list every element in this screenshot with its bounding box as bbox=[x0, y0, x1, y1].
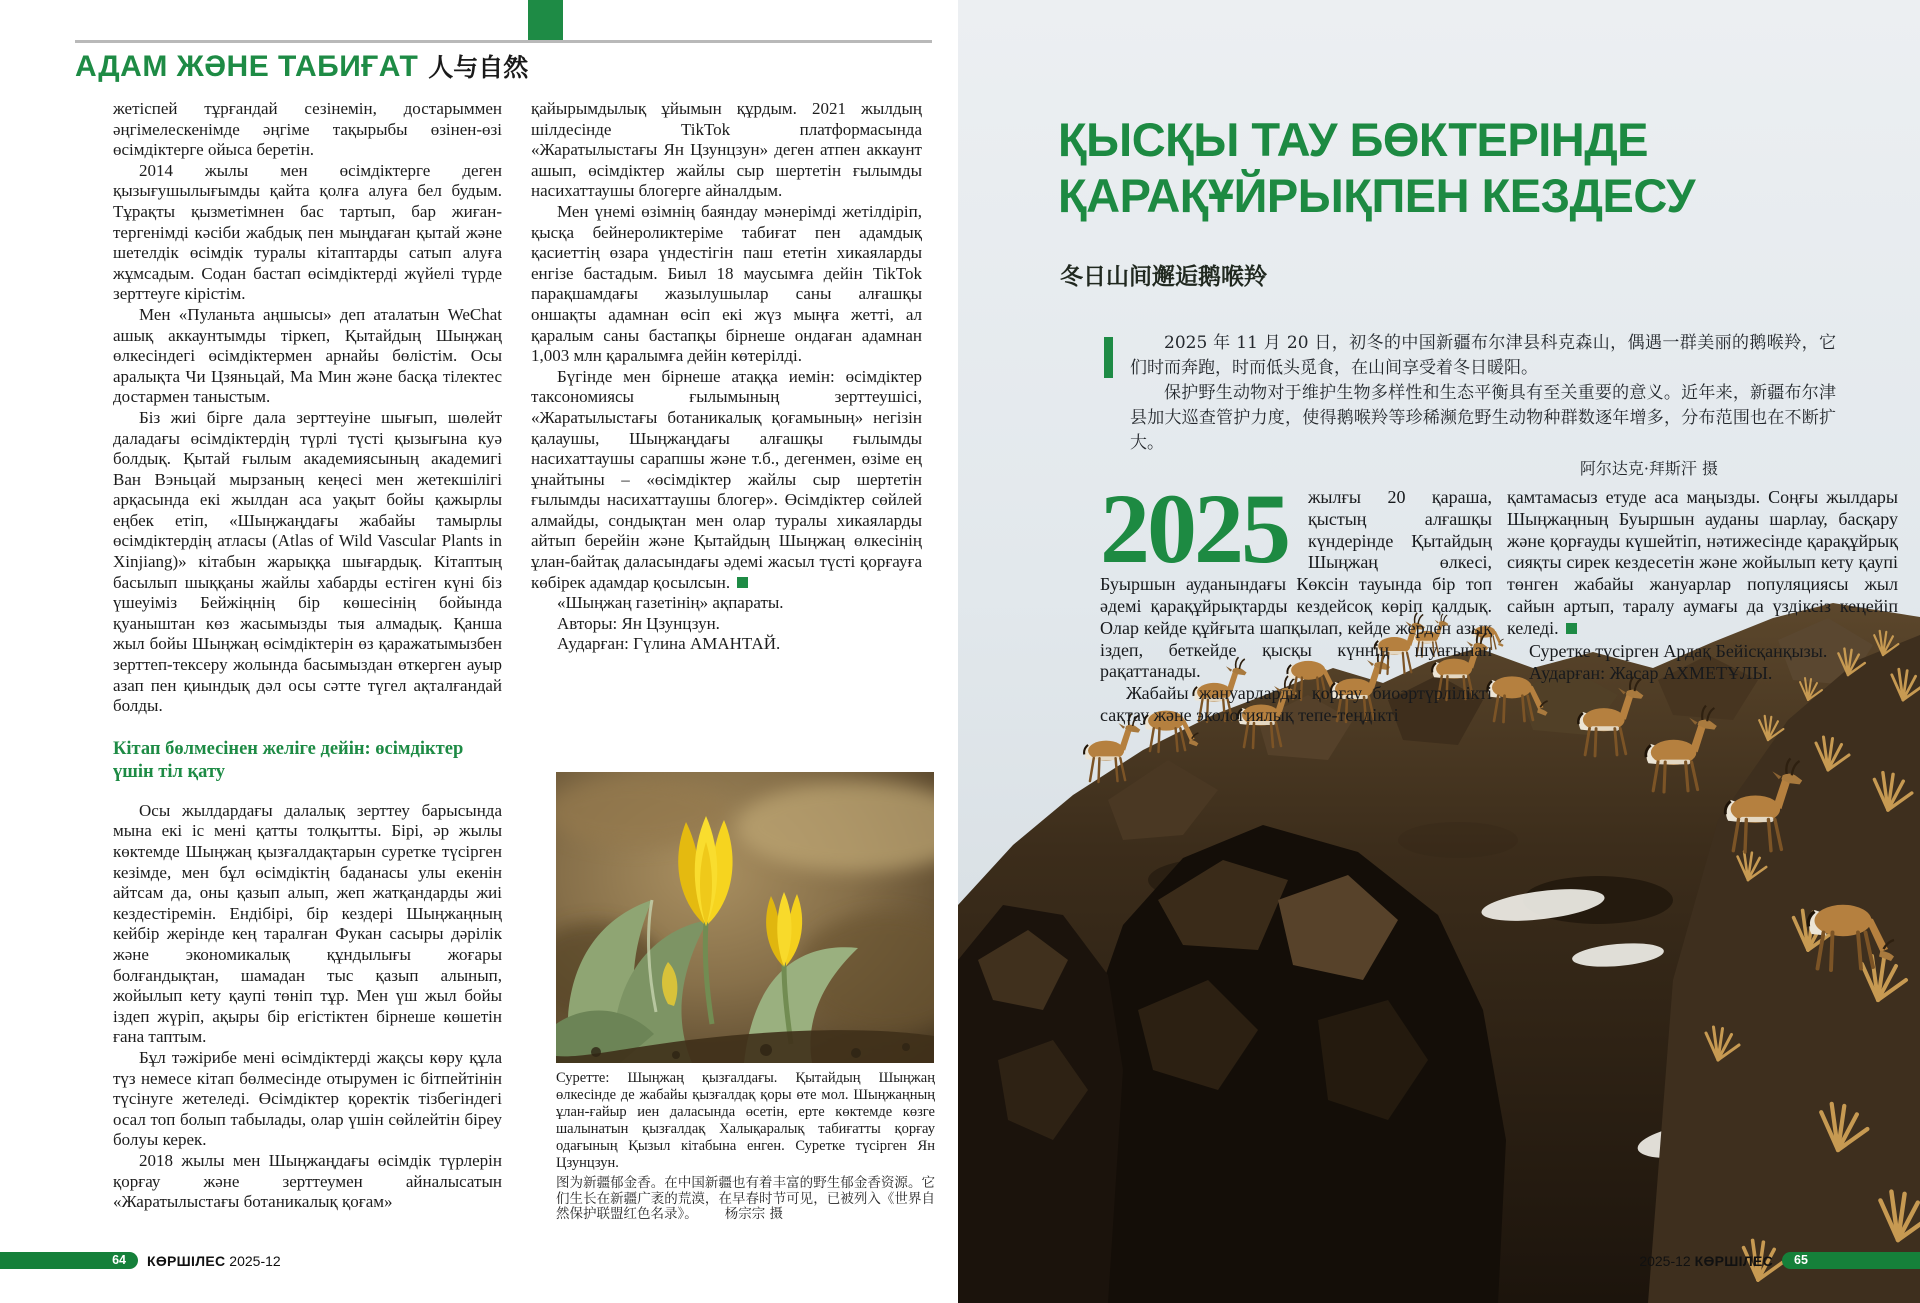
photo-caption bbox=[556, 1070, 935, 1223]
page-number-pill-left bbox=[0, 1252, 138, 1269]
article-subtitle-chinese: 冬日山间邂逅鹅喉羚 bbox=[1060, 264, 1267, 290]
section-header bbox=[75, 48, 528, 84]
right-page bbox=[958, 0, 1920, 1303]
title-line-2: ҚАРАҚҰЙРЫҚПЕН КЕЗДЕСУ bbox=[1058, 169, 1695, 222]
caption-photo-credit: 杨宗宗 摄 bbox=[724, 1206, 784, 1223]
caption-chinese bbox=[556, 1176, 935, 1223]
green-corner-tab bbox=[528, 0, 563, 40]
paragraph: жетіспей тұрғандай сезінемін, достарыммен әңгімелескенімде әңгіме тақырыбы өзінен-өзі өсімдіктерге ойыса беретін. bbox=[113, 99, 502, 160]
paragraph-text: қамтамасыз етуде аса маңызды. Соңғы жылдары Шыңжаңның Буыршын ауданы шарлау, басқару және қорғауды күшейтіп, нәтижесінде қарақұйрық сияқты сирек кездесетін және жойылып кету қаупі төнген жабайы жануарлар популяциясы жыл сайын артып, таралу аумағы да үздіксіз кеңейіп келеді. bbox=[1507, 487, 1898, 638]
issue-number: 2025-12 bbox=[1639, 1253, 1691, 1269]
paragraph: Мен «Пуланьта аңшысы» деп аталатын WeChat ашық аккаунтымды тіркеп, Қытайдың Шыңжаң өлкесіндегі өсімдіктермен арнайы бөлістім. Осы аралықта Чи Цзяньцай, Ма Мин және басқа тілектес достармен таныстым. bbox=[113, 304, 502, 407]
magazine-name: КӨРШІЛЕС bbox=[1694, 1253, 1773, 1269]
right-column-1 bbox=[1100, 473, 1492, 727]
issue-number: 2025-12 bbox=[229, 1253, 281, 1269]
page-number-pill-right bbox=[1782, 1252, 1920, 1269]
caption-kazakh: Суретте: Шыңжаң қызғалдағы. Қытайдың Шыңжаң өлкесінде де жабайы қызғалдақ қоры өте мол. Шыңжаңның ұлан-ғайыр иен даласында өсетін, ерте көктемде көзге шалынатын қызғалдақ Халықаралық табиғатты қорғау одағының Қызыл кітабына енген. Суретке түсірген Ян Цзунцзун. bbox=[556, 1070, 935, 1171]
tulip-photo-art bbox=[556, 772, 934, 1063]
paragraph: Біз жиі бірге дала зерттеуіне шығып, шөлейт даладағы өсімдіктердің түрлі түсті қызығына куә болдық. Қытай ғылым академиясының академигі Ван Вэньцай мырзаның кеңесі мен жетекшілігі арқасында екі жылдан аса уақыт бойы қажырлы еңбек етіп, «Шыңжаңдағы жабайы тамырлы өсімдіктердің атласы (Atlas of Wild Vascular Plants in Xinjiang)» кітабын жарыққа шығардық. Кітаптың басылып шыққаны жайлы хабарды естіген күні біз үшеуіміз Бейжіңнің бір көшесінің бойында қуаныштан көз жасымызды тыя алмадық. Қанша жыл бойы Шыңжаң өсімдіктерін өз қаражатымызбен зерттеп-тексеру жолында басымыздан өткерген ауыр азап пен қиындық дәл осы сәтте түгел ақталғандай болды. bbox=[113, 407, 502, 716]
photographer-line: Суретке түсірген Ардақ Бейісқанқызы. bbox=[1529, 640, 1828, 661]
chinese-intro bbox=[1130, 331, 1836, 481]
left-column-2 bbox=[531, 99, 922, 655]
page-number-left: 64 bbox=[112, 1253, 126, 1267]
top-rule bbox=[75, 40, 932, 43]
intro-paragraph: 保护野生动物对于维护生物多样性和生态平衡具有至关重要的意义。近年来，新疆布尔津县加大巡查管护力度，使得鹅喉羚等珍稀濒危野生动物种群数逐年增多，分布范围也在不断扩大。 bbox=[1130, 383, 1836, 453]
caption-chinese-text: 图为新疆郁金香。在中国新疆也有着丰富的野生郁金香资源。它们生长在新疆广袤的荒漠，在早春时节可见，已被列入《世界自然保护联盟红色名录》。 bbox=[556, 1175, 935, 1223]
section-title-chinese: 人与自然 bbox=[428, 53, 529, 82]
intro-green-bar bbox=[1104, 337, 1113, 378]
paragraph: 2018 жылы мен Шыңжаңдағы өсімдік түрлерін қорғау және зерттеумен айналысатын «Жаратылыстағы ботаникалық қоғам» bbox=[113, 1150, 502, 1212]
translator-line: Аударған: Жасар АХМЕТҰЛЫ. bbox=[1529, 663, 1773, 684]
footer-left bbox=[147, 1253, 281, 1269]
paragraph: қайырымдылық ұйымын құрдым. 2021 жылдың шілдесінде TikTok платформасында «Жаратылыстағы Ян Цзунцзун» деген атпен аккаунт ашып, өсімдіктер жайлы сыр шертетін ғылымды насихаттаушы блогерге айналдым. bbox=[531, 99, 922, 201]
tulip-photo bbox=[556, 772, 934, 1063]
intro-paragraph: 2025 年 11 月 20 日，初冬的中国新疆布尔津县科克森山，偶遇一群美丽的鹅喉羚，它们时而奔跑，时而低头觅食，在山间享受着冬日暖阳。 bbox=[1130, 333, 1836, 378]
translator-line: Аударған: Гүлина АМАНТАЙ. bbox=[557, 634, 781, 654]
paragraph: Жабайы жануарларды қорғау биоәртүрлілікті сақтау және экологиялық тепе-теңдікті bbox=[1100, 683, 1492, 725]
paragraph-text: Бүгінде мен бірнеше атаққа иемін: өсімдіктер таксономиясы ғылымының зерттеушісі, «Жаратылыстағы ботаникалық қоғамының» негізін қалаушы, Шыңжаңдағы алғашқы ғылымды насихаттаушы сарапшы және т.б., дегенмен, өзіме ең ұнайтыны – «өсімдіктер жайлы сыр шертетін ғылымды насихаттаушы блогер». Өсімдіктер сөйлей алмайды, сондықтан мен олар туралы хикаяларды айтып берейін және Қытайдың Шыңжаң өлкесінің ұлан-байтақ даласындағы әдемі жасыл түсті қорғауға көбірек адамдар қосылсын. bbox=[531, 366, 922, 592]
title-line-1: ҚЫСҚЫ ТАУ БӨКТЕРІНДЕ bbox=[1058, 113, 1649, 166]
paragraph: жылғы 20 қараша, қыстың алғашқы күндерінде Қытайдың Шыңжаң өлкесі, Буыршын ауданындағы Көксін тауында бір топ әдемі қарақұйрықтарды кездейсоқ көріп қалдық. Олар кейде құйғыта шапқылап, кейде жерден азық іздеп, беткейде қысқы күннің шуағынан рақаттанады. bbox=[1100, 487, 1492, 682]
paragraph bbox=[1507, 487, 1898, 640]
end-of-article-icon bbox=[1566, 623, 1577, 634]
section-title-kazakh: АДАМ ЖӘНЕ ТАБИҒАТ bbox=[75, 50, 419, 83]
photographer-credit: 阿尔达克·拜斯汗 摄 bbox=[1579, 459, 1718, 478]
paragraph: 2014 жылы мен өсімдіктерге деген қызығушылығымды қайта қолға алуға бел будым. Тұрақты қызметімнен бас тартып, бар жиған-тергенімді кәсіби жабдық пен мыңдаған қытай және шетелдік өсімдік туралы кітаптарды сатып алуға жұмсадым. Содан бастап өсімдіктерді жүйелі түрде зерттеуге кірістім. bbox=[113, 160, 502, 304]
subheading: Кітап бөлмесінен желіге дейін: өсімдіктер үшін тіл қату bbox=[113, 738, 464, 782]
end-of-article-icon bbox=[737, 577, 748, 588]
right-column-2 bbox=[1507, 487, 1898, 685]
dropcap-year: 2025 bbox=[1100, 473, 1288, 584]
source-line: «Шыңжаң газетінің» ақпараты. bbox=[557, 593, 784, 613]
paragraph: Мен үнемі өзімнің баяндау мәнерімді жетілдіріп, қысқа бейнероликтеріме табиғат пен адамдық қасиеттің өзара үндестігін паш ететін хикаяларды енгізе бастадым. Биыл 18 маусымға дейін TikTok парақшамдағы жазылушылар саны алғашқы оншақты адамнан өсіп екі жүз мыңға жетті, ал қаралым саны бастапқы бірнеше ондаған адамнан 1,003 млн қаралымға дейін көтерілді. bbox=[531, 201, 922, 366]
left-column-1 bbox=[113, 99, 502, 1213]
footer-right bbox=[1585, 1253, 1773, 1269]
paragraph bbox=[531, 367, 922, 594]
paragraph: Бұл тәжірибе мені өсімдіктерді жақсы көру құла түз немесе кітап бөлмесінде отырумен іс бітпейтінін түсінуге жетеледі. Өсімдіктер қоректік тізбегіндегі осал топ болып табылады, олар үшін сөйлейтін біреу болуы керек. bbox=[113, 1047, 502, 1150]
page-number-right: 65 bbox=[1794, 1253, 1808, 1267]
author-line: Авторы: Ян Цзунцзун. bbox=[557, 613, 720, 633]
paragraph: Осы жылдардағы далалық зерттеу барысында мына екі іс мені қатты толқытты. Бірі, әр жылы көктемде Шыңжаң қызғалдақтарын суретке түсірген кезімде, мен бұл өсімдіктің баданасы улы екенін айтсам да, оны қазып алып, жеп жатқандарды жиі кездестіремін. Ендібірі, бір кездері Шыңжаңның кейбір жерінде кең таралған Фукан сасыры дәрілік және экономикалық құндылығы жоғары болғандықтан, шамадан тыс қазып алынып, жойылып кету қаупі төніп тұр. Мен үш жыл бойы іздеп жүріп, ақыры бір егістіктен бірнеше көшетін ғана таптым. bbox=[113, 800, 502, 1047]
article-title bbox=[1058, 112, 1695, 224]
magazine-name: КӨРШІЛЕС bbox=[147, 1253, 226, 1269]
